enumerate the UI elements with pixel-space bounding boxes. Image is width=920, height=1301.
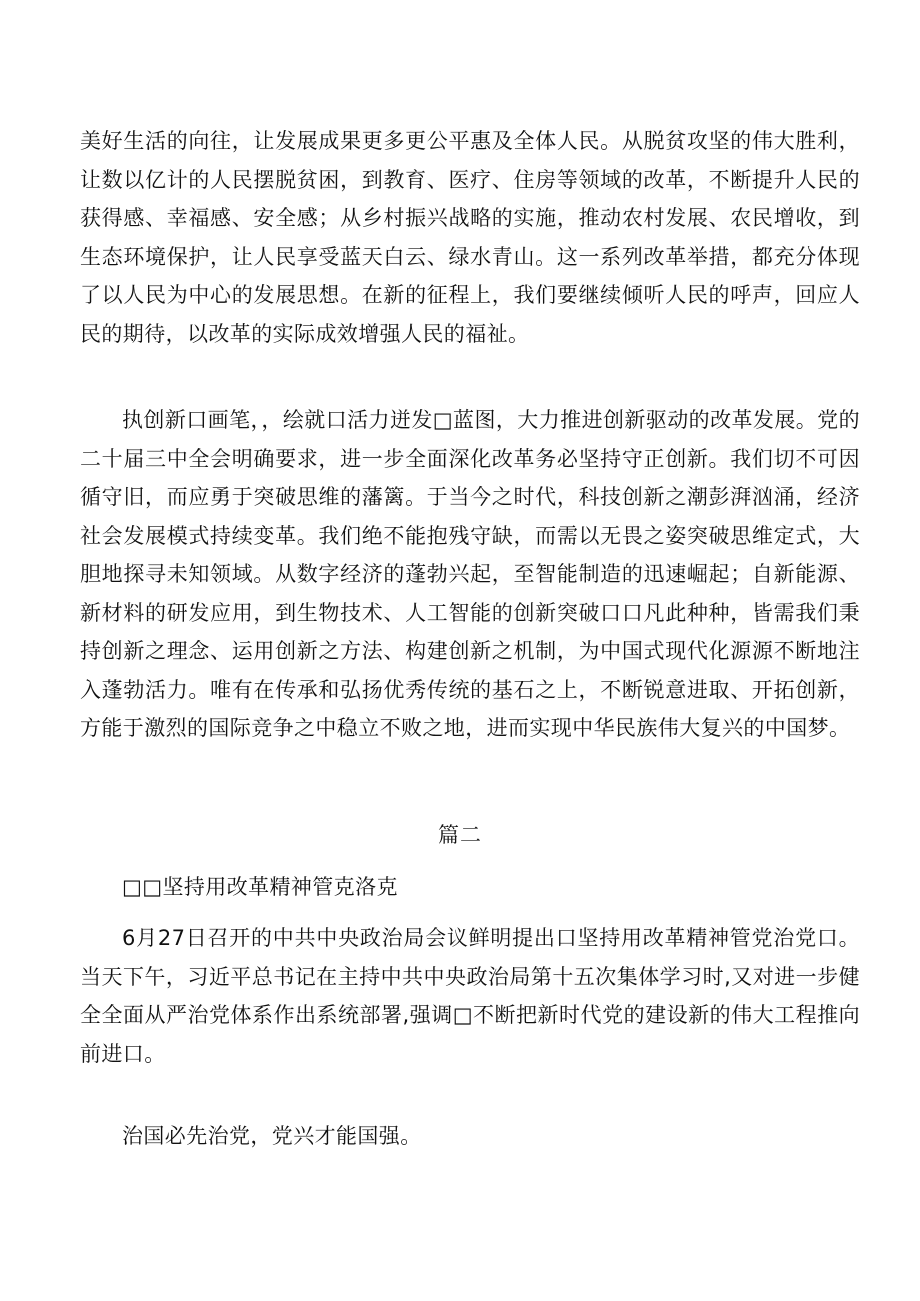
body-paragraph: 治国必先治党，党兴才能国强。 (122, 1124, 422, 1148)
body-paragraph: 执创新口画笔，，绘就口活力迸发□蓝图，大力推进创新驱动的改革发展。党的二十届三中全会明确要求，进一步全面深化改革务必坚持守正创新。我们切不可因循守旧，而应勇于突破思维的藩篱。于当今之时代，科技创新之潮彭湃汹涌，经济社会发展模式持续变革。我们绝不能抱残守缺，而需以无畏之姿突破思维定式，大胆地探寻未知领域。从数字经济的蓬勃兴起，至智能制造的迅速崛起；自新能源、新材料的研发应用，到生物技术、人工智能的创新突破口口凡此种种，皆需我们秉持创新之理念、运用创新之方法、构建创新之机制，为中国式现代化源源不断地注入蓬勃活力。唯有在传承和弘扬优秀传统的基石之上，不断锐意进取、开拓创新，方能于激烈的国际竞争之中稳立不败之地，进而实现中华民族伟大复兴的中国梦。 (80, 408, 860, 740)
section-subtitle: □□坚持用改革精神管克洛克 (122, 875, 398, 899)
section-heading: 篇二 (438, 823, 482, 847)
body-paragraph: 美好生活的向往，让发展成果更多更公平惠及全体人民。从脱贫攻坚的伟大胜利，让数以亿计的人民摆脱贫困，到教育、医疗、住房等领域的改革，不断提升人民的获得感、幸福感、安全感；从乡村振兴战略的实施，推动农村发展、农民增收，到生态环境保护，让人民享受蓝天白云、绿水青山。这一系列改革举措，都充分体现了以人民为中心的发展思想。在新的征程上，我们要继续倾听人民的呼声，回应人民的期待，以改革的实际成效增强人民的福祉。 (80, 129, 860, 346)
body-paragraph: 6月27日召开的中共中央政治局会议鲜明提出口坚持用改革精神管党治党口。当天下午，习近平总书记在主持中共中央政治局第十五次集体学习时,又对进一步健全全面从严治党体系作出系统部署,强调□不断把新时代党的建设新的伟大工程推向前进口。 (80, 926, 860, 1066)
